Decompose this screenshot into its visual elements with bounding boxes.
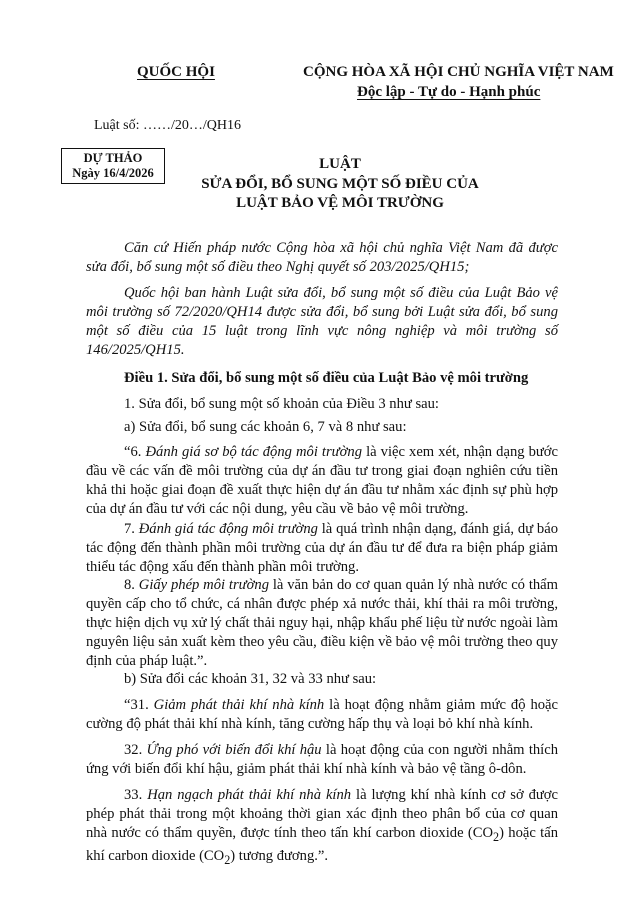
clause-31-text: là hoạt động nhằm giảm mức độ hoặc cường độ phát thải khí nhà kính, tăng cường hấp thụ và loại bỏ khí nhà kính. bbox=[86, 697, 558, 732]
preamble-enactment: Quốc hội ban hành Luật sửa đổi, bổ sung một số điều của Luật Bảo vệ môi trường số 72/2020/QH14 được sửa đổi, bổ sung bởi Luật sửa đổi, bổ sung một số điều của 15 luật trong lĩnh vực nông nghiệp và môi trường số 146/2025/QH15. bbox=[86, 285, 558, 358]
item-1b: b) Sửa đổi các khoản 31, 32 và 33 như sau: bbox=[124, 671, 377, 687]
subscript-2: 2 bbox=[493, 829, 500, 844]
clause-7-prefix: 7. bbox=[124, 521, 139, 537]
clause-31-term: Giảm phát thải khí nhà kính bbox=[153, 697, 325, 713]
clause-32-prefix: 32. bbox=[124, 742, 147, 758]
law-title-line1: LUẬT bbox=[319, 156, 361, 172]
clause-6-term: Đánh giá sơ bộ tác động môi trường bbox=[145, 444, 363, 460]
clause-7-text: là quá trình nhận dạng, đánh giá, dự báo tác động đến thành phần môi trường của dự án đầu tư để đưa ra biện pháp giảm thiểu tác động xấu đến thành phần môi trường. bbox=[86, 521, 558, 575]
clause-8-text: là văn bản do cơ quan quản lý nhà nước có thẩm quyền cấp cho tổ chức, cá nhân được phép xả nước thải, khí thải ra môi trường, thực hiện dịch vụ xử lý chất thải nguy hại, nhập khẩu phế liệu từ nước ngoài làm nguyên liệu sản xuất kèm theo yêu cầu, điều kiện về bảo vệ môi trường theo quy định của pháp luật.”. bbox=[86, 577, 558, 669]
law-number: Luật số: ……/20…/QH16 bbox=[94, 118, 241, 133]
clause-32-term: Ứng phó với biến đổi khí hậu bbox=[146, 742, 322, 758]
issuer-name: QUỐC HỘI bbox=[137, 64, 215, 80]
clause-33 bbox=[86, 786, 558, 870]
clause-31 bbox=[86, 696, 558, 734]
clause-31-prefix: “31. bbox=[124, 697, 154, 713]
preamble-legal-basis: Căn cứ Hiến pháp nước Cộng hòa xã hội chủ nghĩa Việt Nam đã được sửa đổi, bổ sung một số điều theo Nghị quyết số 203/2025/QH15; bbox=[86, 240, 558, 275]
clause-33-text-1: là lượng khí nhà kính cơ sở được phép phát thải trong một khoảng thời gian xác định theo phân bổ của cơ quan nhà nước có thẩm quyền, được tính theo tấn khí carbon dioxide (CO bbox=[86, 787, 559, 841]
draft-date: Ngày 16/4/2026 bbox=[72, 166, 154, 180]
clause-6-text: là việc xem xét, nhận dạng bước đầu về các vấn đề môi trường của dự án đầu tư trong giai đoạn nghiên cứu tiền khả thi hoặc giai đoạn đề xuất thực hiện dự án đầu tư nhằm xác định sự phù hợp của dự án đầu tư với các nội dung, yêu cầu về bảo vệ môi trường. bbox=[86, 444, 558, 517]
law-title bbox=[0, 155, 640, 214]
article-heading: Điều 1. Sửa đổi, bổ sung một số điều của Luật Bảo vệ môi trường bbox=[124, 370, 529, 386]
draft-label: DỰ THẢO bbox=[83, 151, 143, 165]
clause-33-text-3: ) tương đương.”. bbox=[230, 847, 329, 864]
clause-8-prefix: 8. bbox=[124, 577, 139, 593]
clause-32-text: là hoạt động của con người nhằm thích ứng với biến đổi khí hậu, giảm phát thải khí nhà kính và bảo vệ tầng ô-dôn. bbox=[86, 742, 559, 777]
clause-8-term: Giấy phép môi trường bbox=[138, 577, 269, 593]
clause-32 bbox=[86, 741, 558, 779]
country-name: CỘNG HÒA XÃ HỘI CHỦ NGHĨA VIỆT NAM bbox=[303, 64, 614, 80]
clause-8 bbox=[86, 576, 558, 671]
clause-33-term: Hạn ngạch phát thải khí nhà kính bbox=[147, 787, 352, 803]
clause-33-prefix: 33. bbox=[124, 787, 148, 803]
clause-6-prefix: “6. bbox=[124, 444, 146, 460]
clause-6 bbox=[86, 443, 558, 519]
national-motto: Độc lập - Tự do - Hạnh phúc bbox=[357, 84, 541, 100]
subscript-2: 2 bbox=[224, 852, 231, 867]
law-title-line2: SỬA ĐỔI, BỔ SUNG MỘT SỐ ĐIỀU CỦA bbox=[201, 175, 479, 192]
item-1a: a) Sửa đổi, bổ sung các khoản 6, 7 và 8 như sau: bbox=[124, 419, 407, 435]
clause-7-term: Đánh giá tác động môi trường bbox=[138, 521, 318, 537]
clause-7 bbox=[86, 520, 558, 577]
law-title-line3: LUẬT BẢO VỆ MÔI TRƯỜNG bbox=[236, 195, 444, 211]
clause-33-text-2: ) hoặc tấn khí carbon dioxide (CO bbox=[86, 825, 558, 864]
item-1: 1. Sửa đổi, bổ sung một số khoản của Điều 3 như sau: bbox=[124, 396, 439, 412]
